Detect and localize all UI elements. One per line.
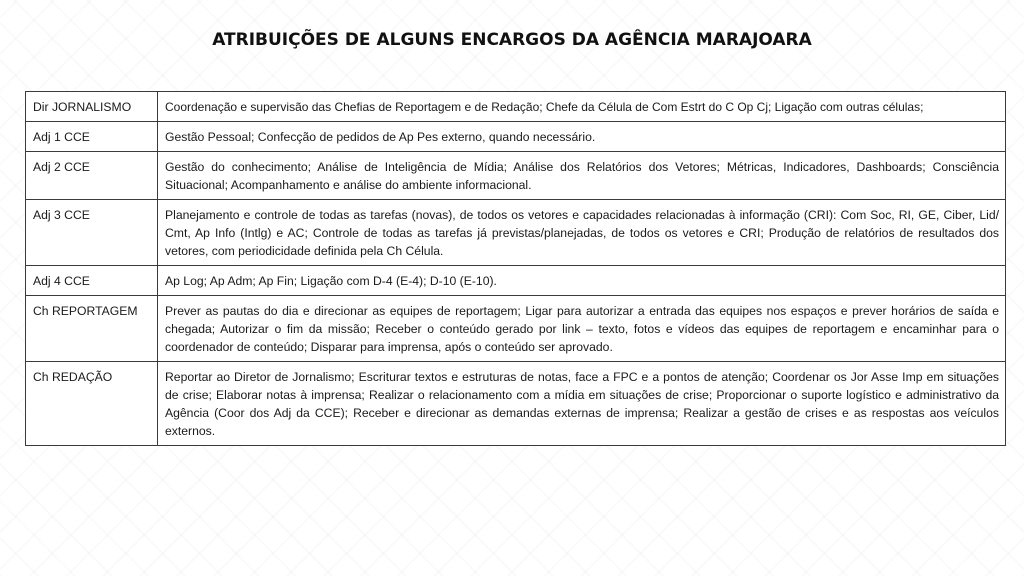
table-row	[26, 152, 1006, 200]
role-cell: Ch REDAÇÃO	[26, 362, 158, 446]
description-cell: Coordenação e supervisão das Chefias de Reportagem e de Redação; Chefe da Célula de Com Estrt do C Op Cj; Ligação com outras células;	[158, 92, 1006, 122]
attributions-table	[25, 91, 1006, 446]
role-cell: Adj 1 CCE	[26, 122, 158, 152]
description-cell: Prever as pautas do dia e direcionar as equipes de reportagem; Ligar para autorizar a entrada das equipes nos espaços e prever horários de saída e chegada; Autorizar o fim da missão; Receber o conteúdo gerado por link – texto, fotos e vídeos das equipes de reportagem e encaminhar para o coordenador de conteúdo; Disparar para imprensa, após o conteúdo ser aprovado.	[158, 296, 1006, 362]
description-cell: Gestão do conhecimento; Análise de Inteligência de Mídia; Análise dos Relatórios dos Vetores; Métricas, Indicadores, Dashboards; Consciência Situacional; Acompanhamento e análise do ambiente informacional.	[158, 152, 1006, 200]
role-cell: Ch REPORTAGEM	[26, 296, 158, 362]
description-cell: Ap Log; Ap Adm; Ap Fin; Ligação com D-4 (E-4); D-10 (E-10).	[158, 266, 1006, 296]
role-cell: Adj 4 CCE	[26, 266, 158, 296]
page-title: ATRIBUIÇÕES DE ALGUNS ENCARGOS DA AGÊNCIA MARAJOARA	[212, 30, 812, 50]
table-row	[26, 362, 1006, 446]
description-cell: Gestão Pessoal; Confecção de pedidos de Ap Pes externo, quando necessário.	[158, 122, 1006, 152]
role-cell: Adj 3 CCE	[26, 200, 158, 266]
description-cell: Planejamento e controle de todas as tarefas (novas), de todos os vetores e capacidades relacionadas à informação (CRI): Com Soc, RI, GE, Ciber, Lid/ Cmt, Ap Info (Intlg) e AC; Controle de todas as tarefas já previstas/planejadas, de todos os vetores e CRI; Produção de relatórios de resultados dos vetores, com periodicidade definida pela Ch Célula.	[158, 200, 1006, 266]
description-cell: Reportar ao Diretor de Jornalismo; Escriturar textos e estruturas de notas, face a FPC e a pontos de atenção; Coordenar os Jor Asse Imp em situações de crise; Elaborar notas à imprensa; Realizar o relacionamento com a mídia em situações de crise; Proporcionar o suporte logístico e administrativo da Agência (Coor dos Adj da CCE); Receber e direcionar as demandas externas de imprensa; Realizar a gestão de crises e as respostas aos veículos externos.	[158, 362, 1006, 446]
table-row	[26, 200, 1006, 266]
role-cell: Adj 2 CCE	[26, 152, 158, 200]
table-row	[26, 266, 1006, 296]
table-row	[26, 92, 1006, 122]
table-row	[26, 296, 1006, 362]
table-row	[26, 122, 1006, 152]
role-cell: Dir JORNALISMO	[26, 92, 158, 122]
